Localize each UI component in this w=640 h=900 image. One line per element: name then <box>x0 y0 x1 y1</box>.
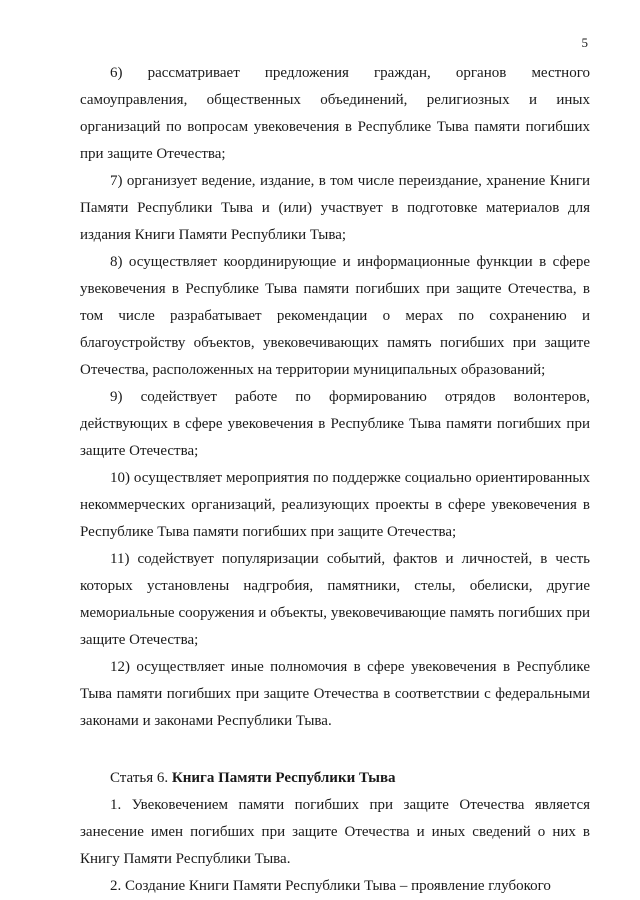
list-item-10: 10) осуществляет мероприятия по поддержке социально ориентированных некоммерческих организаций, реализующих проекты в сфере увековечения в Республике Тыва памяти погибших при защите Отечества; <box>80 470 590 540</box>
list-item-9: 9) содействует работе по формированию отрядов волонтеров, действующих в сфере увековечения в Республике Тыва памяти погибших при защите Отечества; <box>80 389 590 459</box>
article-title: Книга Памяти Республики Тыва <box>171 770 396 786</box>
article-label: Статья 6. <box>110 770 169 786</box>
article-heading <box>80 765 590 792</box>
page-number: 5 <box>581 35 588 50</box>
list-item-11: 11) содействует популяризации событий, фактов и личностей, в честь которых установлены надгробия, памятники, стелы, обелиски, другие мемориальные сооружения и объекты, увековечивающие память погибших при защите Отечества; <box>80 551 590 648</box>
list-item-8: 8) осуществляет координирующие и информационные функции в сфере увековечения в Республике Тыва памяти погибших при защите Отечества, в том числе разрабатывает рекомендации о мерах по сохранению и благоустройству объектов, увековечивающих память погибших при защите Отечества, расположенных на территории муниципальных образований; <box>80 254 590 378</box>
list-item-6: 6) рассматривает предложения граждан, органов местного самоуправления, общественных объединений, религиозных и иных организаций по вопросам увековечения в Республике Тыва памяти погибших при защите Отечества; <box>80 65 590 162</box>
document-body <box>80 60 590 900</box>
article-paragraph-1: 1. Увековечением памяти погибших при защите Отечества является занесение имен погибших при защите Отечества и иных сведений о них в Книгу Памяти Республики Тыва. <box>80 797 590 867</box>
article-paragraph-2: 2. Создание Книги Памяти Республики Тыва – проявление глубокого <box>110 878 551 894</box>
list-item-7: 7) организует ведение, издание, в том числе переиздание, хранение Книги Памяти Республики Тыва и (или) участвует в подготовке материалов для издания Книги Памяти Республики Тыва; <box>80 173 590 243</box>
list-item-12: 12) осуществляет иные полномочия в сфере увековечения в Республике Тыва памяти погибших при защите Отечества в соответствии с федеральными законами и законами Республики Тыва. <box>80 659 590 729</box>
